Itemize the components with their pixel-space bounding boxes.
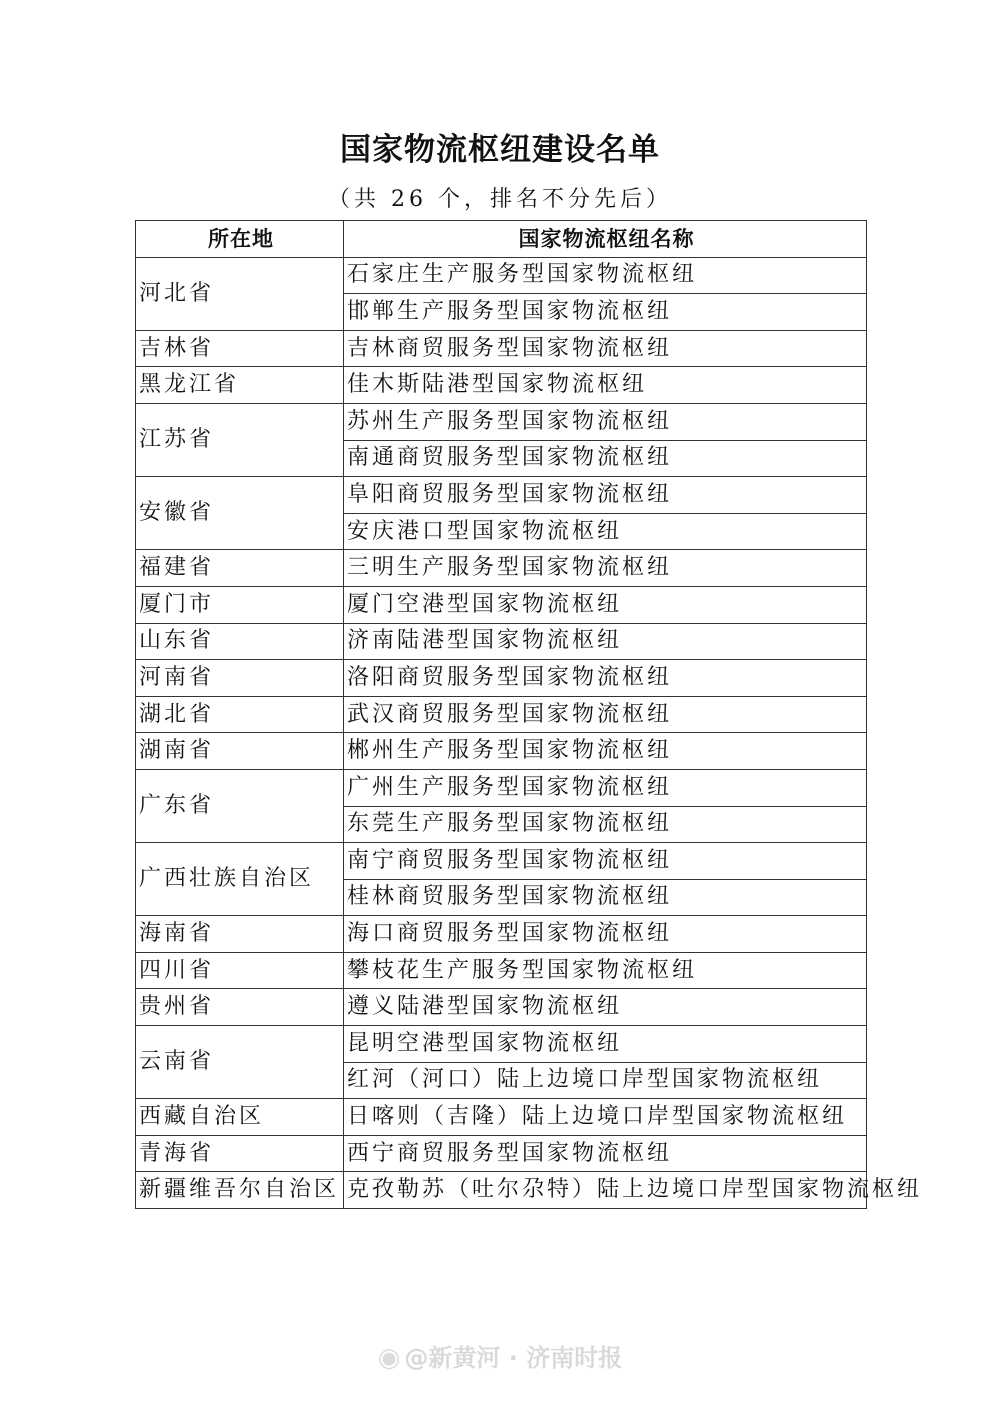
table-row xyxy=(136,1026,867,1063)
hub-name-cell: 西宁商贸服务型国家物流枢纽 xyxy=(344,1135,867,1172)
hub-name-cell: 石家庄生产服务型国家物流枢纽 xyxy=(344,257,867,294)
header-location: 所在地 xyxy=(136,221,344,258)
hub-name-cell: 攀枝花生产服务型国家物流枢纽 xyxy=(344,952,867,989)
hub-name-cell: 遵义陆港型国家物流枢纽 xyxy=(344,989,867,1026)
table-row xyxy=(136,1099,867,1136)
location-cell: 湖北省 xyxy=(136,696,344,733)
hub-name-cell: 苏州生产服务型国家物流枢纽 xyxy=(344,403,867,440)
location-cell: 广东省 xyxy=(136,769,344,842)
location-cell: 海南省 xyxy=(136,916,344,953)
table-row xyxy=(136,660,867,697)
hub-name-cell: 克孜勒苏（吐尔尕特）陆上边境口岸型国家物流枢纽 xyxy=(344,1172,867,1209)
table-row xyxy=(136,916,867,953)
location-cell: 山东省 xyxy=(136,623,344,660)
hub-name-cell: 洛阳商贸服务型国家物流枢纽 xyxy=(344,660,867,697)
table-row xyxy=(136,952,867,989)
table-row xyxy=(136,769,867,806)
hub-name-cell: 广州生产服务型国家物流枢纽 xyxy=(344,769,867,806)
table-row xyxy=(136,586,867,623)
header-hub-name: 国家物流枢纽名称 xyxy=(344,221,867,258)
location-cell: 河南省 xyxy=(136,660,344,697)
watermark xyxy=(0,1338,1000,1373)
location-cell: 新疆维吾尔自治区 xyxy=(136,1172,344,1209)
page-subtitle: （共 26 个，排名不分先后） xyxy=(328,187,672,212)
location-cell: 安徽省 xyxy=(136,477,344,550)
table-row xyxy=(136,367,867,404)
location-cell: 吉林省 xyxy=(136,330,344,367)
table-row xyxy=(136,1135,867,1172)
hub-name-cell: 吉林商贸服务型国家物流枢纽 xyxy=(344,330,867,367)
table-body xyxy=(136,257,923,1208)
table-row xyxy=(136,330,867,367)
hub-name-cell: 阜阳商贸服务型国家物流枢纽 xyxy=(344,477,867,514)
watermark-text: @新黄河 · 济南时报 xyxy=(404,1344,623,1372)
hub-name-cell: 郴州生产服务型国家物流枢纽 xyxy=(344,733,867,770)
table-row xyxy=(136,550,867,587)
hub-name-cell: 南宁商贸服务型国家物流枢纽 xyxy=(344,843,867,880)
location-cell: 青海省 xyxy=(136,1135,344,1172)
hub-name-cell: 海口商贸服务型国家物流枢纽 xyxy=(344,916,867,953)
hub-name-cell: 南通商贸服务型国家物流枢纽 xyxy=(344,440,867,477)
location-cell: 福建省 xyxy=(136,550,344,587)
table-row xyxy=(136,989,867,1026)
table-row xyxy=(136,1172,867,1209)
location-cell: 厦门市 xyxy=(136,586,344,623)
location-cell: 贵州省 xyxy=(136,989,344,1026)
table-row xyxy=(136,403,867,440)
location-cell: 广西壮族自治区 xyxy=(136,843,344,916)
page-title: 国家物流枢纽建设名单 xyxy=(340,132,660,168)
table-row xyxy=(136,733,867,770)
table-row xyxy=(136,623,867,660)
hub-table xyxy=(135,220,923,1209)
hub-name-cell: 厦门空港型国家物流枢纽 xyxy=(344,586,867,623)
location-cell: 河北省 xyxy=(136,257,344,330)
table-row xyxy=(136,257,867,294)
table-header-row xyxy=(136,221,867,258)
hub-name-cell: 三明生产服务型国家物流枢纽 xyxy=(344,550,867,587)
hub-name-cell: 武汉商贸服务型国家物流枢纽 xyxy=(344,696,867,733)
weibo-icon: ◉ xyxy=(377,1343,401,1373)
hub-name-cell: 邯郸生产服务型国家物流枢纽 xyxy=(344,294,867,331)
hub-name-cell: 昆明空港型国家物流枢纽 xyxy=(344,1026,867,1063)
table-row xyxy=(136,843,867,880)
location-cell: 江苏省 xyxy=(136,403,344,476)
location-cell: 湖南省 xyxy=(136,733,344,770)
location-cell: 西藏自治区 xyxy=(136,1099,344,1136)
hub-name-cell: 东莞生产服务型国家物流枢纽 xyxy=(344,806,867,843)
hub-name-cell: 红河（河口）陆上边境口岸型国家物流枢纽 xyxy=(344,1062,867,1099)
hub-name-cell: 济南陆港型国家物流枢纽 xyxy=(344,623,867,660)
location-cell: 四川省 xyxy=(136,952,344,989)
hub-name-cell: 桂林商贸服务型国家物流枢纽 xyxy=(344,879,867,916)
table-row xyxy=(136,696,867,733)
location-cell: 云南省 xyxy=(136,1026,344,1099)
table-row xyxy=(136,477,867,514)
hub-name-cell: 日喀则（吉隆）陆上边境口岸型国家物流枢纽 xyxy=(344,1099,867,1136)
hub-name-cell: 佳木斯陆港型国家物流枢纽 xyxy=(344,367,867,404)
hub-name-cell: 安庆港口型国家物流枢纽 xyxy=(344,513,867,550)
location-cell: 黑龙江省 xyxy=(136,367,344,404)
